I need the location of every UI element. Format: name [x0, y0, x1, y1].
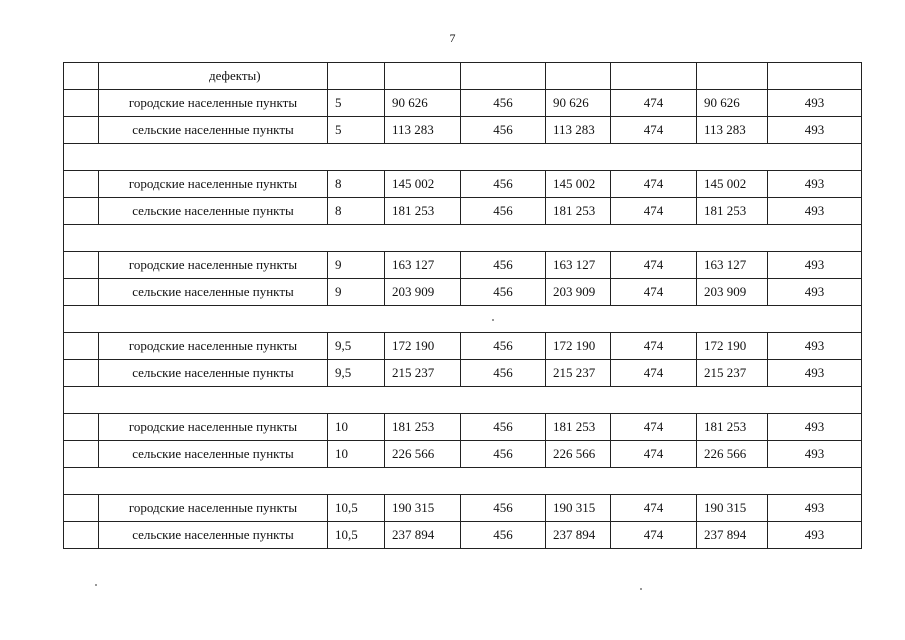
value-cell: 203 909 [385, 279, 461, 306]
value-cell: 237 894 [697, 522, 768, 549]
table-cell [611, 63, 697, 90]
coefficient-cell: 9,5 [328, 360, 385, 387]
table-cell [64, 522, 99, 549]
value-cell: 226 566 [385, 441, 461, 468]
value-cell: 181 253 [697, 198, 768, 225]
value-cell: 90 626 [546, 90, 611, 117]
table-row [64, 117, 862, 144]
index-cell: 456 [461, 360, 546, 387]
value-cell: 163 127 [546, 252, 611, 279]
value-cell: 163 127 [385, 252, 461, 279]
settlement-type-label: городские населенные пункты [99, 90, 328, 117]
table-cell [64, 171, 99, 198]
table-cell [64, 333, 99, 360]
settlement-type-label: сельские населенные пункты [99, 360, 328, 387]
table-cell [64, 360, 99, 387]
value-cell: 181 253 [385, 198, 461, 225]
index-cell: 493 [768, 198, 862, 225]
value-cell: 181 253 [546, 414, 611, 441]
coefficient-cell: 5 [328, 117, 385, 144]
index-cell: 493 [768, 171, 862, 198]
settlement-type-label: городские населенные пункты [99, 414, 328, 441]
value-cell: 237 894 [546, 522, 611, 549]
value-cell: 181 253 [697, 414, 768, 441]
value-cell: 90 626 [385, 90, 461, 117]
settlement-type-label: сельские населенные пункты [99, 441, 328, 468]
coefficient-cell: 10,5 [328, 495, 385, 522]
value-cell: 226 566 [546, 441, 611, 468]
settlement-type-label: городские населенные пункты [99, 171, 328, 198]
table-row [64, 441, 862, 468]
value-cell: 145 002 [697, 171, 768, 198]
table-row [64, 495, 862, 522]
index-cell: 493 [768, 333, 862, 360]
index-cell: 493 [768, 279, 862, 306]
coefficient-cell: 9 [328, 279, 385, 306]
coefficient-cell: 9,5 [328, 333, 385, 360]
value-cell: 163 127 [697, 252, 768, 279]
separator-cell [64, 144, 862, 171]
table-row [64, 522, 862, 549]
section-separator-row [64, 144, 862, 171]
table-row [64, 171, 862, 198]
value-cell: 90 626 [697, 90, 768, 117]
settlement-type-label: сельские населенные пункты [99, 522, 328, 549]
index-cell: 474 [611, 495, 697, 522]
settlement-type-label: сельские населенные пункты [99, 198, 328, 225]
index-cell: 456 [461, 117, 546, 144]
value-cell: 215 237 [697, 360, 768, 387]
value-cell: 145 002 [385, 171, 461, 198]
value-cell: 215 237 [546, 360, 611, 387]
value-cell: 190 315 [385, 495, 461, 522]
table-cell [64, 90, 99, 117]
value-cell: 237 894 [385, 522, 461, 549]
table-cell [64, 441, 99, 468]
table-row [64, 198, 862, 225]
table-cell [328, 63, 385, 90]
table-cell [461, 63, 546, 90]
index-cell: 456 [461, 441, 546, 468]
index-cell: 456 [461, 495, 546, 522]
section-separator-row [64, 468, 862, 495]
value-cell: 145 002 [546, 171, 611, 198]
table-cell [385, 63, 461, 90]
value-cell: 226 566 [697, 441, 768, 468]
table-body [64, 63, 862, 549]
index-cell: 456 [461, 252, 546, 279]
separator-cell [64, 225, 862, 252]
coefficient-cell: 10 [328, 414, 385, 441]
scan-speck [640, 588, 642, 590]
value-cell: 113 283 [697, 117, 768, 144]
index-cell: 493 [768, 252, 862, 279]
index-cell: 474 [611, 522, 697, 549]
index-cell: 493 [768, 117, 862, 144]
index-cell: 493 [768, 522, 862, 549]
table-row [64, 90, 862, 117]
index-cell: 456 [461, 198, 546, 225]
scan-speck [492, 319, 494, 321]
index-cell: 456 [461, 414, 546, 441]
value-cell: 203 909 [546, 279, 611, 306]
separator-cell [64, 468, 862, 495]
value-cell: 172 190 [546, 333, 611, 360]
value-cell: 203 909 [697, 279, 768, 306]
index-cell: 474 [611, 360, 697, 387]
value-cell: 181 253 [546, 198, 611, 225]
coefficient-cell: 9 [328, 252, 385, 279]
value-cell: 181 253 [385, 414, 461, 441]
index-cell: 456 [461, 279, 546, 306]
table-row-header-continuation [64, 63, 862, 90]
table-cell [546, 63, 611, 90]
value-cell: 215 237 [385, 360, 461, 387]
separator-cell [64, 387, 862, 414]
table-cell [64, 414, 99, 441]
index-cell: 493 [768, 90, 862, 117]
separator-cell [64, 306, 862, 333]
row-label: дефекты) [99, 63, 328, 90]
settlement-type-label: городские населенные пункты [99, 495, 328, 522]
page-number: 7 [449, 31, 456, 45]
index-cell: 456 [461, 522, 546, 549]
index-cell: 493 [768, 441, 862, 468]
index-cell: 474 [611, 414, 697, 441]
index-cell: 456 [461, 333, 546, 360]
index-cell: 456 [461, 171, 546, 198]
index-cell: 474 [611, 279, 697, 306]
settlement-type-label: сельские населенные пункты [99, 117, 328, 144]
section-separator-row [64, 387, 862, 414]
section-separator-row [64, 225, 862, 252]
value-cell: 113 283 [546, 117, 611, 144]
table-cell [64, 117, 99, 144]
section-separator-row [64, 306, 862, 333]
index-cell: 474 [611, 171, 697, 198]
value-cell: 172 190 [697, 333, 768, 360]
value-cell: 172 190 [385, 333, 461, 360]
table-row [64, 279, 862, 306]
settlement-type-label: городские населенные пункты [99, 252, 328, 279]
table-row [64, 333, 862, 360]
settlement-type-label: городские населенные пункты [99, 333, 328, 360]
scan-speck [95, 584, 97, 586]
index-cell: 474 [611, 117, 697, 144]
table-row [64, 252, 862, 279]
index-cell: 474 [611, 198, 697, 225]
value-cell: 190 315 [697, 495, 768, 522]
tariff-table [63, 62, 862, 549]
index-cell: 493 [768, 495, 862, 522]
table-row [64, 360, 862, 387]
table-cell [64, 198, 99, 225]
coefficient-cell: 5 [328, 90, 385, 117]
coefficient-cell: 10 [328, 441, 385, 468]
coefficient-cell: 10,5 [328, 522, 385, 549]
table-cell [64, 63, 99, 90]
settlement-type-label: сельские населенные пункты [99, 279, 328, 306]
table-cell [64, 252, 99, 279]
index-cell: 474 [611, 441, 697, 468]
table-cell [64, 279, 99, 306]
table-cell [64, 495, 99, 522]
value-cell: 113 283 [385, 117, 461, 144]
coefficient-cell: 8 [328, 171, 385, 198]
table-cell [697, 63, 768, 90]
value-cell: 190 315 [546, 495, 611, 522]
coefficient-cell: 8 [328, 198, 385, 225]
index-cell: 474 [611, 252, 697, 279]
index-cell: 493 [768, 414, 862, 441]
index-cell: 474 [611, 90, 697, 117]
index-cell: 456 [461, 90, 546, 117]
index-cell: 474 [611, 333, 697, 360]
index-cell: 493 [768, 360, 862, 387]
table-cell [768, 63, 862, 90]
table-row [64, 414, 862, 441]
